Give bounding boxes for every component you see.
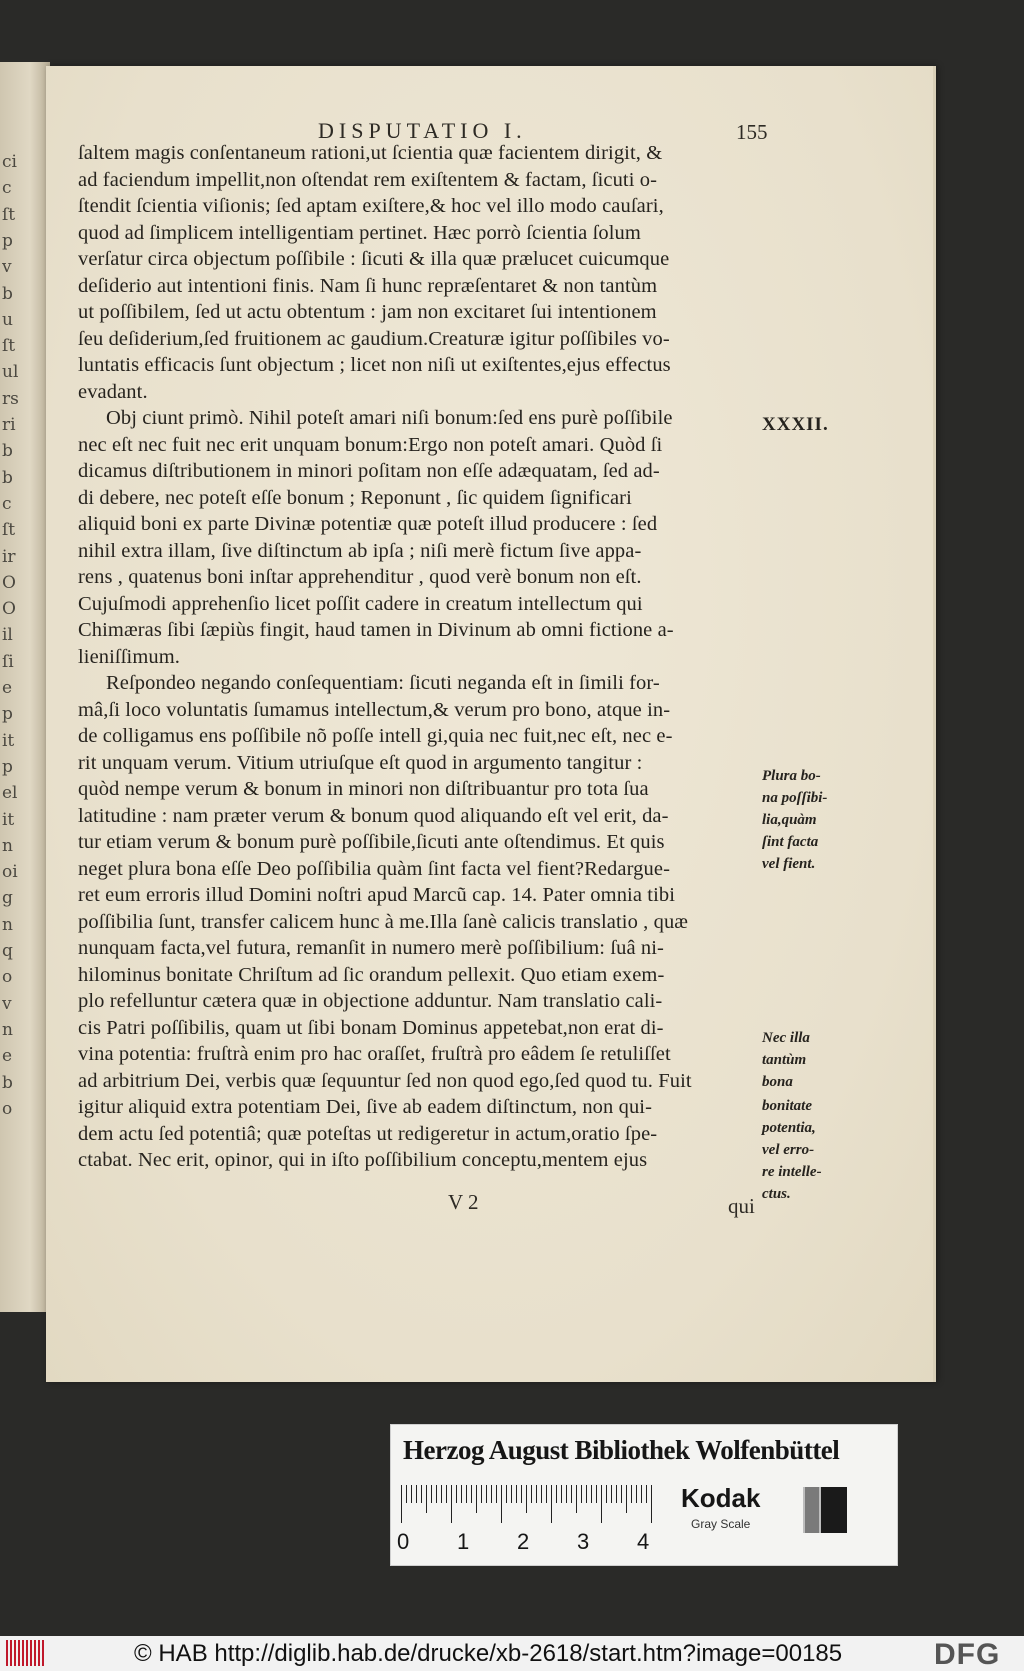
text-line: mâ,ſi loco voluntatis ſumamus intellectum,& verum pro bono, atque in- [78, 698, 671, 721]
text-line: rens , quatenus boni inſtar apprehenditur , quod verè bonum non eſt. [78, 566, 642, 588]
scale-ruler [401, 1485, 653, 1525]
text-line: deſiderio aut intentioni finis. Nam ſi hunc repræſentaret & non tantùm [78, 274, 658, 297]
marginal-note: Plura bo- [762, 768, 821, 784]
facing-page-fragment: oi [2, 862, 18, 883]
marginal-note: ctus. [762, 1186, 791, 1202]
ruler-tick [401, 1485, 402, 1523]
text-line: ut poſſibilem, ſed ut actu obtentum : jam non excitaret ſui intentionem [78, 301, 657, 323]
ruler-tick [476, 1485, 477, 1513]
facing-page-fragment: el [2, 783, 18, 804]
library-name: Herzog August Bibliothek Wolfenbüttel [403, 1435, 840, 1465]
ruler-tick [416, 1485, 417, 1503]
ruler-tick [651, 1485, 652, 1523]
text-line: poſſibilia ſunt, transfer calicem hunc à me.Illa ſanè calicis translatio , quæ [78, 910, 689, 933]
ruler-tick [451, 1485, 452, 1523]
ruler-tick [406, 1485, 407, 1503]
facing-page-fragment: p [2, 230, 13, 251]
page-number: 155 [736, 120, 768, 144]
ruler-tick [591, 1485, 592, 1503]
facing-page-fragment: il [2, 625, 13, 646]
ruler-tick [571, 1485, 572, 1503]
text-line: neget plura bona eſſe Deo poſſibilia quàm ſint facta vel fient?Redargue- [78, 857, 670, 880]
ruler-tick [586, 1485, 587, 1503]
ruler-tick [631, 1485, 632, 1503]
ruler-tick [641, 1485, 642, 1503]
text-line: rit unquam verum. Vitium utriuſque eſt quod in argumento tangitur : [78, 751, 643, 774]
facing-page-fragment: g [2, 888, 13, 909]
ruler-tick [446, 1485, 447, 1503]
ruler-tick [516, 1485, 517, 1503]
ruler-tick [511, 1485, 512, 1503]
text-line: dicamus diſtributionem in minori poſitam non eſſe adæquatam, ſed ad- [78, 460, 660, 482]
ruler-number: 1 [457, 1529, 470, 1554]
ruler-tick [456, 1485, 457, 1503]
gray-scale-label: Gray Scale [691, 1517, 751, 1531]
facing-page-fragment: ri [2, 415, 16, 435]
text-line: Cujuſmodi apprehenſio licet poſſit cadere in creatum intellectum qui [78, 592, 643, 615]
hab-logo-icon [6, 1640, 46, 1666]
text-line: verſatur circa objectum poſſibile : ſicuti & illa quæ prælucet cuicumque [78, 248, 670, 270]
facing-page-fragment: ul [2, 362, 19, 383]
facing-page-fragment: it [2, 730, 15, 751]
ruler-tick [471, 1485, 472, 1503]
ruler-tick [501, 1485, 502, 1523]
ruler-tick [466, 1485, 467, 1503]
ruler-tick [536, 1485, 537, 1503]
facing-page-fragment: p [2, 704, 13, 725]
ruler-tick [481, 1485, 482, 1503]
text-line: lieniſſimum. [78, 645, 180, 668]
text-line: plo refelluntur cætera quæ in objectione adduntur. Nam translatio cali- [78, 990, 663, 1012]
facing-page-fragment: v [2, 993, 12, 1014]
ruler-tick [426, 1485, 427, 1513]
text-line: di debere, nec poteſt eſſe bonum ; Reponunt , ſic quidem ſignificari [78, 486, 632, 509]
text-line: quòd nempe verum & bonum in minori non diſtribuantur pro tota ſua [78, 778, 649, 800]
ruler-tick [601, 1485, 602, 1523]
ruler-tick [626, 1485, 627, 1513]
text-line: ctabat. Nec erit, opinor, qui in iſto poſſibilium conceptu,mentem ejus [78, 1149, 648, 1171]
marginal-note: na poſſibi- [762, 790, 828, 806]
facing-page-fragment: u [2, 309, 13, 330]
footer-bar [0, 1636, 1024, 1671]
ruler-tick [606, 1485, 607, 1503]
ruler-number: 3 [577, 1529, 590, 1554]
facing-page-fragment: o [2, 1098, 13, 1119]
ruler-tick [491, 1485, 492, 1503]
ruler-tick [431, 1485, 432, 1503]
text-line: Chimæras ſibi ſæpiùs fingit, haud tamen in Divinum ab omni fictione a- [78, 619, 674, 641]
ruler-tick [461, 1485, 462, 1503]
facing-page-fragment: b [2, 441, 13, 462]
facing-page-fragment: ci [2, 152, 17, 172]
marginal-note: ſint facta [762, 834, 819, 850]
marginal-note: vel fient. [762, 856, 816, 872]
text-line: ret eum erroris illud Domini noſtri apud Marcũ cap. 14. Pater omnia tibi [78, 884, 676, 906]
marginal-note: tantùm [762, 1052, 807, 1068]
facing-page-fragment: O [2, 599, 16, 620]
marginal-note: XXXII. [762, 414, 829, 435]
facing-page-fragment: v [2, 257, 12, 278]
ruler-number: 0 [397, 1529, 410, 1554]
text-line: ad faciendum impellit,non oſtendat rem exiſtentem & factam, ſicuti o- [78, 168, 658, 191]
text-line: nihil extra illam, ſive diſtinctum ab ipſa ; niſi merè fictum ſive appa- [78, 539, 642, 562]
ruler-tick [636, 1485, 637, 1503]
text-line: nunquam facta,vel futura, remanſit in numero merè poſſibilium: ſuâ ni- [78, 937, 664, 959]
facing-page-fragment: c [2, 493, 12, 514]
ruler-number: 2 [517, 1529, 530, 1554]
text-line: ſtendit ſcientia viſionis; ſed aptam exiſtere,& hoc vel illo modo cauſari, [78, 195, 664, 217]
marginal-note: lia,quàm [762, 812, 817, 828]
ruler-tick [531, 1485, 532, 1503]
text-line: vina potentia: fruſtrà enim pro hac oraſſet, fruſtrà pro eâdem ſe retuliſſet [78, 1043, 671, 1065]
ruler-tick [541, 1485, 542, 1503]
facing-page-fragment: n [2, 1019, 13, 1040]
facing-page-fragment: b [2, 283, 13, 304]
text-line: quod ad ſimplicem intelligentiam pertinet. Hæc porrò ſcientia ſolum [78, 221, 641, 244]
ruler-tick [441, 1485, 442, 1503]
gray-patch-mid [805, 1487, 819, 1533]
catchword: qui [728, 1194, 755, 1218]
text-line: igitur aliquid extra potentiam Dei, ſive ab eadem diſtinctum, non qui- [78, 1096, 653, 1118]
facing-page-edge [0, 62, 50, 1312]
text-line: dem actu ſed potentiâ; quæ poteſtas ut redigeretur in actum,oratio ſpe- [78, 1122, 658, 1145]
marginal-note: vel erro- [762, 1142, 815, 1158]
ruler-tick [546, 1485, 547, 1503]
facing-page-fragment: b [2, 1072, 13, 1093]
dfg-logo: DFG [934, 1638, 1001, 1671]
text-line: Obj ciunt primò. Nihil poteſt amari niſi bonum:ſed ens purè poſſibile [106, 407, 673, 429]
marginal-note: bona [762, 1074, 793, 1090]
ruler-tick [566, 1485, 567, 1503]
text-line: ſeu deſiderium,ſed fruitionem ac gaudium.Creaturæ igitur poſſibiles vo- [78, 327, 670, 350]
ruler-tick [486, 1485, 487, 1503]
text-line: hilominus bonitate Chriſtum ad ſic orandum pellexit. Quo etiam exem- [78, 963, 665, 986]
text-line: luntatis efficacis ſunt objectum ; licet non niſi ut exiſtentes,ejus effectus [78, 354, 671, 376]
ruler-tick [581, 1485, 582, 1503]
ruler-tick [526, 1485, 527, 1513]
ruler-number: 4 [637, 1529, 650, 1554]
ruler-tick [646, 1485, 647, 1503]
text-line: de colligamus ens poſſibile nõ poſſe intell gi,quia nec fuit,nec eſt, nec e- [78, 725, 673, 747]
facing-page-fragment: p [2, 756, 13, 777]
ruler-tick [561, 1485, 562, 1503]
facing-page-fragment: q [2, 941, 13, 961]
marginal-note: potentia, [762, 1120, 816, 1136]
ruler-tick [596, 1485, 597, 1503]
running-head: DISPUTATIO I. [318, 118, 527, 143]
facing-page-fragment: O [2, 572, 16, 593]
text-line: Reſpondeo negando conſequentiam: ſicuti neganda eſt in ſimili for- [106, 672, 660, 694]
text-line: ad arbitrium Dei, verbis quæ ſequuntur ſed non quod ego,ſed quod tu. Fuit [78, 1069, 692, 1092]
ruler-tick [616, 1485, 617, 1503]
marginal-note: re intelle- [762, 1164, 822, 1180]
text-line: nec eſt nec fuit nec erit unquam bonum:Ergo non poteſt amari. Quòd ſi [78, 433, 663, 456]
text-line: cis Patri poſſibilis, quam ut ſibi bonam Dominus appetebat,non erat di- [78, 1016, 664, 1039]
ruler-tick [521, 1485, 522, 1503]
ruler-tick [411, 1485, 412, 1503]
ruler-tick [556, 1485, 557, 1503]
ruler-tick [436, 1485, 437, 1503]
text-line: aliquid boni ex parte Divinæ potentiæ quæ poteſt illud producere : ſed [78, 513, 658, 535]
marginal-note: bonitate [762, 1098, 813, 1114]
ruler-tick [611, 1485, 612, 1503]
footer-link[interactable]: © HAB http://diglib.hab.de/drucke/xb-2618/start.htm?image=00185 [134, 1640, 843, 1667]
ruler-tick [421, 1485, 422, 1503]
text-line: evadant. [78, 380, 148, 403]
facing-page-fragment: ſi [2, 651, 14, 672]
kodak-logo: Kodak [681, 1483, 761, 1513]
facing-page-fragment: n [2, 835, 13, 856]
facing-page-fragment: e [2, 678, 13, 698]
facing-page-fragment: ſt [2, 336, 16, 357]
facing-page-fragment: ir [2, 546, 16, 567]
ruler-numbers [397, 1529, 653, 1554]
ruler-tick [576, 1485, 577, 1513]
text-line: tur etiam verum & bonum purè poſſibile,ſicuti ante oſtendimus. Et quis [78, 831, 665, 853]
ruler-tick [506, 1485, 507, 1503]
facing-page-fragment: it [2, 809, 15, 830]
marginal-note: Nec illa [762, 1030, 810, 1046]
text-line: ſaltem magis conſentaneum rationi,ut ſcientia quæ facientem dirigit, & [78, 142, 663, 164]
facing-page-fragment: rs [2, 388, 19, 409]
ruler-tick [551, 1485, 552, 1523]
gray-patch-dark [821, 1487, 847, 1533]
ruler-tick [621, 1485, 622, 1503]
facing-page-fragment: ſt [2, 204, 16, 225]
signature-mark: V 2 [448, 1190, 479, 1214]
facing-page-fragment: o [2, 967, 13, 988]
facing-page-fragment: n [2, 914, 13, 935]
color-calibration-card [390, 1424, 898, 1566]
facing-page-fragment: e [2, 1046, 13, 1067]
facing-page-fragment: c [2, 178, 12, 199]
facing-page-fragment: b [2, 467, 13, 488]
ruler-tick [496, 1485, 497, 1503]
text-line: latitudine : nam præter verum & bonum quod aliquando eſt vel erit, da- [78, 804, 669, 827]
facing-page-fragment: ſt [2, 520, 16, 541]
